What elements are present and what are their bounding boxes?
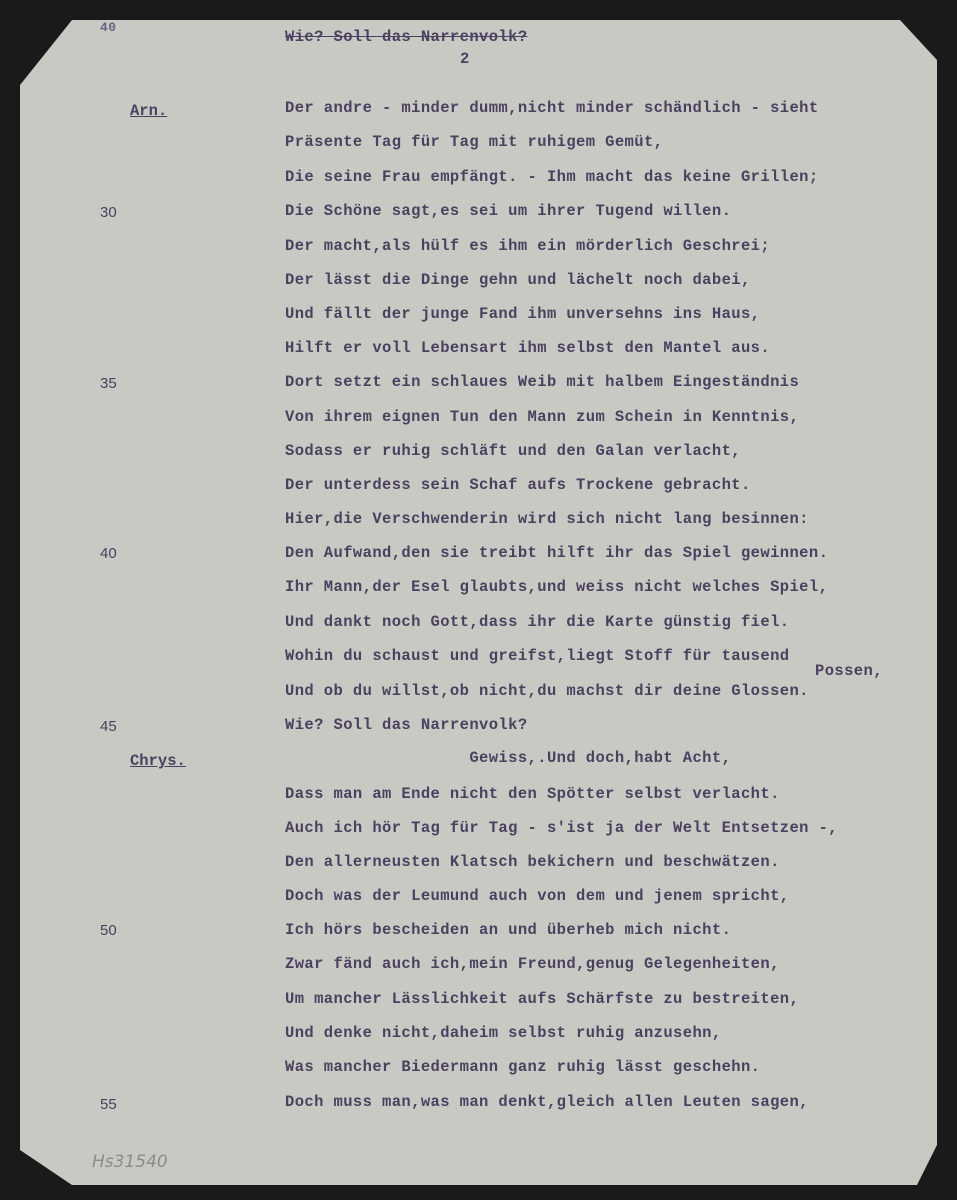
verse-line: Der unterdess sein Schaf aufs Trockene gebracht. — [285, 476, 751, 494]
verse-line: Wie? Soll das Narrenvolk? — [285, 716, 528, 734]
verse-line: Der lässt die Dinge gehn und lächelt noch dabei, — [285, 271, 751, 289]
verse-line: Die Schöne sagt,es sei um ihrer Tugend willen. — [285, 202, 732, 220]
verse-line: Und ob du willst,ob nicht,du machst dir deine Glossen. — [285, 682, 809, 700]
line-number: 50 — [100, 922, 117, 939]
line-number: 40 — [100, 545, 117, 562]
verse-line: Und dankt noch Gott,dass ihr die Karte günstig fiel. — [285, 613, 790, 631]
verse-line: Auch ich hör Tag für Tag - s'ist ja der Welt Entsetzen -, — [285, 819, 838, 837]
page-number: 2 — [460, 50, 470, 68]
verse-line: Den allerneusten Klatsch bekichern und beschwätzen. — [285, 853, 780, 871]
verse-line: Um mancher Lässlichkeit aufs Schärfste zu bestreiten, — [285, 990, 800, 1008]
verse-line: Doch muss man,was man denkt,gleich allen Leuten sagen, — [285, 1093, 809, 1111]
verse-line: Der andre - minder dumm,nicht minder schändlich - sieht — [285, 99, 819, 117]
verse-line: Ich hörs bescheiden an und überheb mich nicht. — [285, 921, 732, 939]
archive-stamp: Hs31540 — [92, 1152, 168, 1172]
line-number: 55 — [100, 1096, 117, 1113]
speaker-label-arn: Arn. — [130, 102, 168, 120]
typescript-page — [20, 20, 937, 1185]
verse-line: Doch was der Leumund auch von dem und jenem spricht, — [285, 887, 790, 905]
verse-line: Sodass er ruhig schläft und den Galan verlacht, — [285, 442, 741, 460]
verse-line: Und denke nicht,daheim selbst ruhig anzusehn, — [285, 1024, 722, 1042]
line-number: 30 — [100, 204, 117, 221]
verse-line: Ihr Mann,der Esel glaubts,und weiss nicht welches Spiel, — [285, 578, 829, 596]
verse-line: Zwar fänd auch ich,mein Freund,genug Gelegenheiten, — [285, 955, 780, 973]
line-number: 45 — [100, 718, 117, 735]
verse-line: Den Aufwand,den sie treibt hilft ihr das Spiel gewinnen. — [285, 544, 829, 562]
corner-number: 40 — [100, 20, 117, 35]
verse-line: Dort setzt ein schlaues Weib mit halbem Eingeständnis — [285, 373, 800, 391]
verse-line: Was mancher Biedermann ganz ruhig lässt geschehn. — [285, 1058, 761, 1076]
verse-line: Dass man am Ende nicht den Spötter selbst verlacht. — [285, 785, 780, 803]
verse-line: Gewiss,.Und doch,habt Acht, — [285, 749, 732, 767]
verse-line: Hier,die Verschwenderin wird sich nicht lang besinnen: — [285, 510, 809, 528]
speaker-label-chrys: Chrys. — [130, 752, 186, 770]
verse-line: Hilft er voll Lebensart ihm selbst den Mantel aus. — [285, 339, 771, 357]
verse-line-continuation: Possen, — [815, 662, 883, 680]
verse-line: Und fällt der junge Fand ihm unversehns ins Haus, — [285, 305, 761, 323]
verse-line: Von ihrem eignen Tun den Mann zum Schein in Kenntnis, — [285, 408, 800, 426]
verse-line: Präsente Tag für Tag mit ruhigem Gemüt, — [285, 133, 664, 151]
verse-line: Der macht,als hülf es ihm ein mörderlich Geschrei; — [285, 237, 771, 255]
line-number: 35 — [100, 375, 117, 392]
verse-line: Wohin du schaust und greifst,liegt Stoff für tausend — [285, 647, 790, 665]
struck-header-title: Wie? Soll das Narrenvolk? — [285, 28, 528, 46]
verse-line: Die seine Frau empfängt. - Ihm macht das keine Grillen; — [285, 168, 819, 186]
